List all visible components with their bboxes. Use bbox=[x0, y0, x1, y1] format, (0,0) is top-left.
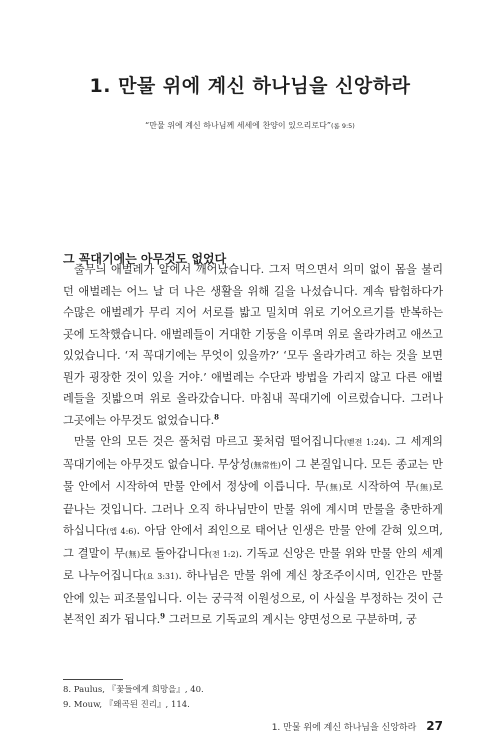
scripture-reference: (엡 4:6) bbox=[106, 527, 137, 536]
footnote-marker: 8 bbox=[214, 411, 220, 421]
scripture-reference: (전 1:2) bbox=[208, 549, 239, 559]
paragraph-text: 로 끝나는 것입니다. 그러나 오직 하나님만이 만물 위에 계시며 만물을 충만하게 하십니다 bbox=[63, 480, 443, 537]
running-title: 1. 만물 위에 계신 하나님을 신앙하라 bbox=[271, 723, 417, 733]
scripture-reference: (無) bbox=[325, 483, 342, 492]
paragraph bbox=[63, 431, 443, 631]
scripture-reference: (無常性) bbox=[250, 460, 281, 470]
paragraph-text: . 아담 안에서 죄인으로 태어난 인생은 만물 안에 갇혀 있으며, 그 결말이 무 bbox=[63, 524, 443, 560]
body-text bbox=[63, 259, 443, 631]
paragraph-text: 로 돌아갑니다 bbox=[140, 546, 209, 560]
paragraph-text: 이 그 본질입니다. 모든 종교는 만물 안에서 시작하여 만물 안에서 정상에 이릅니다. 무 bbox=[63, 457, 443, 493]
running-footer bbox=[272, 719, 443, 733]
footnotes bbox=[63, 683, 204, 713]
paragraph-text: 로 시작하여 무 bbox=[341, 480, 416, 493]
footnote-divider bbox=[63, 679, 123, 680]
paragraph-text: . 그 세계의 꼭대기에는 아무것도 없습니다. 무상성 bbox=[63, 435, 443, 471]
chapter-title: 1. 만물 위에 계신 하나님을 신앙하라 bbox=[89, 74, 411, 97]
scripture-reference: (요 3:31) bbox=[143, 572, 179, 581]
section-heading: 그 꼭대기에는 아무것도 없었다 bbox=[63, 251, 227, 266]
paragraph-text: 만물 안의 모든 것은 풀처럼 마르고 꽃처럼 떨어집니다 bbox=[74, 435, 344, 448]
footnote-8: 8. Paulus, 『꽃들에게 희망을』, 40. bbox=[63, 685, 204, 695]
epigraph-reference: (롬 9:5) bbox=[330, 122, 355, 130]
paragraph-text: . 기독교 신앙은 만물 위와 만물 안의 세계로 나누어집니다 bbox=[63, 546, 443, 582]
footnote-marker: 9 bbox=[160, 611, 166, 621]
paragraph-text: 그러므로 기독교의 계시는 양면성으로 구분하며, 궁 bbox=[165, 613, 417, 626]
paragraph-text: 줄무늬 애벌레가 알에서 깨어났습니다. 그저 먹으면서 의미 없이 몸을 불리던 애벌레는 어느 날 더 나은 생활을 위해 길을 나섰습니다. 계속 탐험하다가 수많은 애벌레가 무리 지어 서로를 밟고 밀치며 위로 기어오르기를 반복하는 곳에 도착했습니다. 애벌레들이 거대한 기둥을 이루며 위로 올라가려고 애쓰고 있었습니다. ‘저 꼭대기에는 무엇이 있을까?’ ‘모두 올라가려고 하는 것을 보면 뭔가 굉장한 것이 있을 거야.’ 애벌레는 수단과 방법을 가리지 않고 다른 애벌레들을 짓밟으며 위로 올라갔습니다. 마침내 꼭대기에 이르렀습니다. 그러나 그곳에는 아무것도 없었습니다. bbox=[63, 263, 443, 427]
page-number: 27 bbox=[426, 719, 443, 733]
footnote-9: 9. Mouw, 『왜곡된 진리』, 114. bbox=[63, 700, 190, 710]
scripture-reference: (無) bbox=[124, 549, 141, 559]
scripture-reference: (벧전 1:24) bbox=[343, 438, 388, 447]
scripture-reference: (無) bbox=[415, 483, 433, 492]
epigraph bbox=[0, 120, 500, 131]
paragraph bbox=[63, 259, 443, 431]
epigraph-text: “만물 위에 계신 하나님께 세세에 찬양이 있으리로다” bbox=[145, 121, 331, 130]
paragraph-text: . 하나님은 만물 위에 계신 창조주이시며, 인간은 만물 안에 있는 피조물입니다. 이는 궁극적 이원성으로, 이 사실을 부정하는 것이 근본적인 죄가 됩니다. bbox=[63, 569, 443, 626]
